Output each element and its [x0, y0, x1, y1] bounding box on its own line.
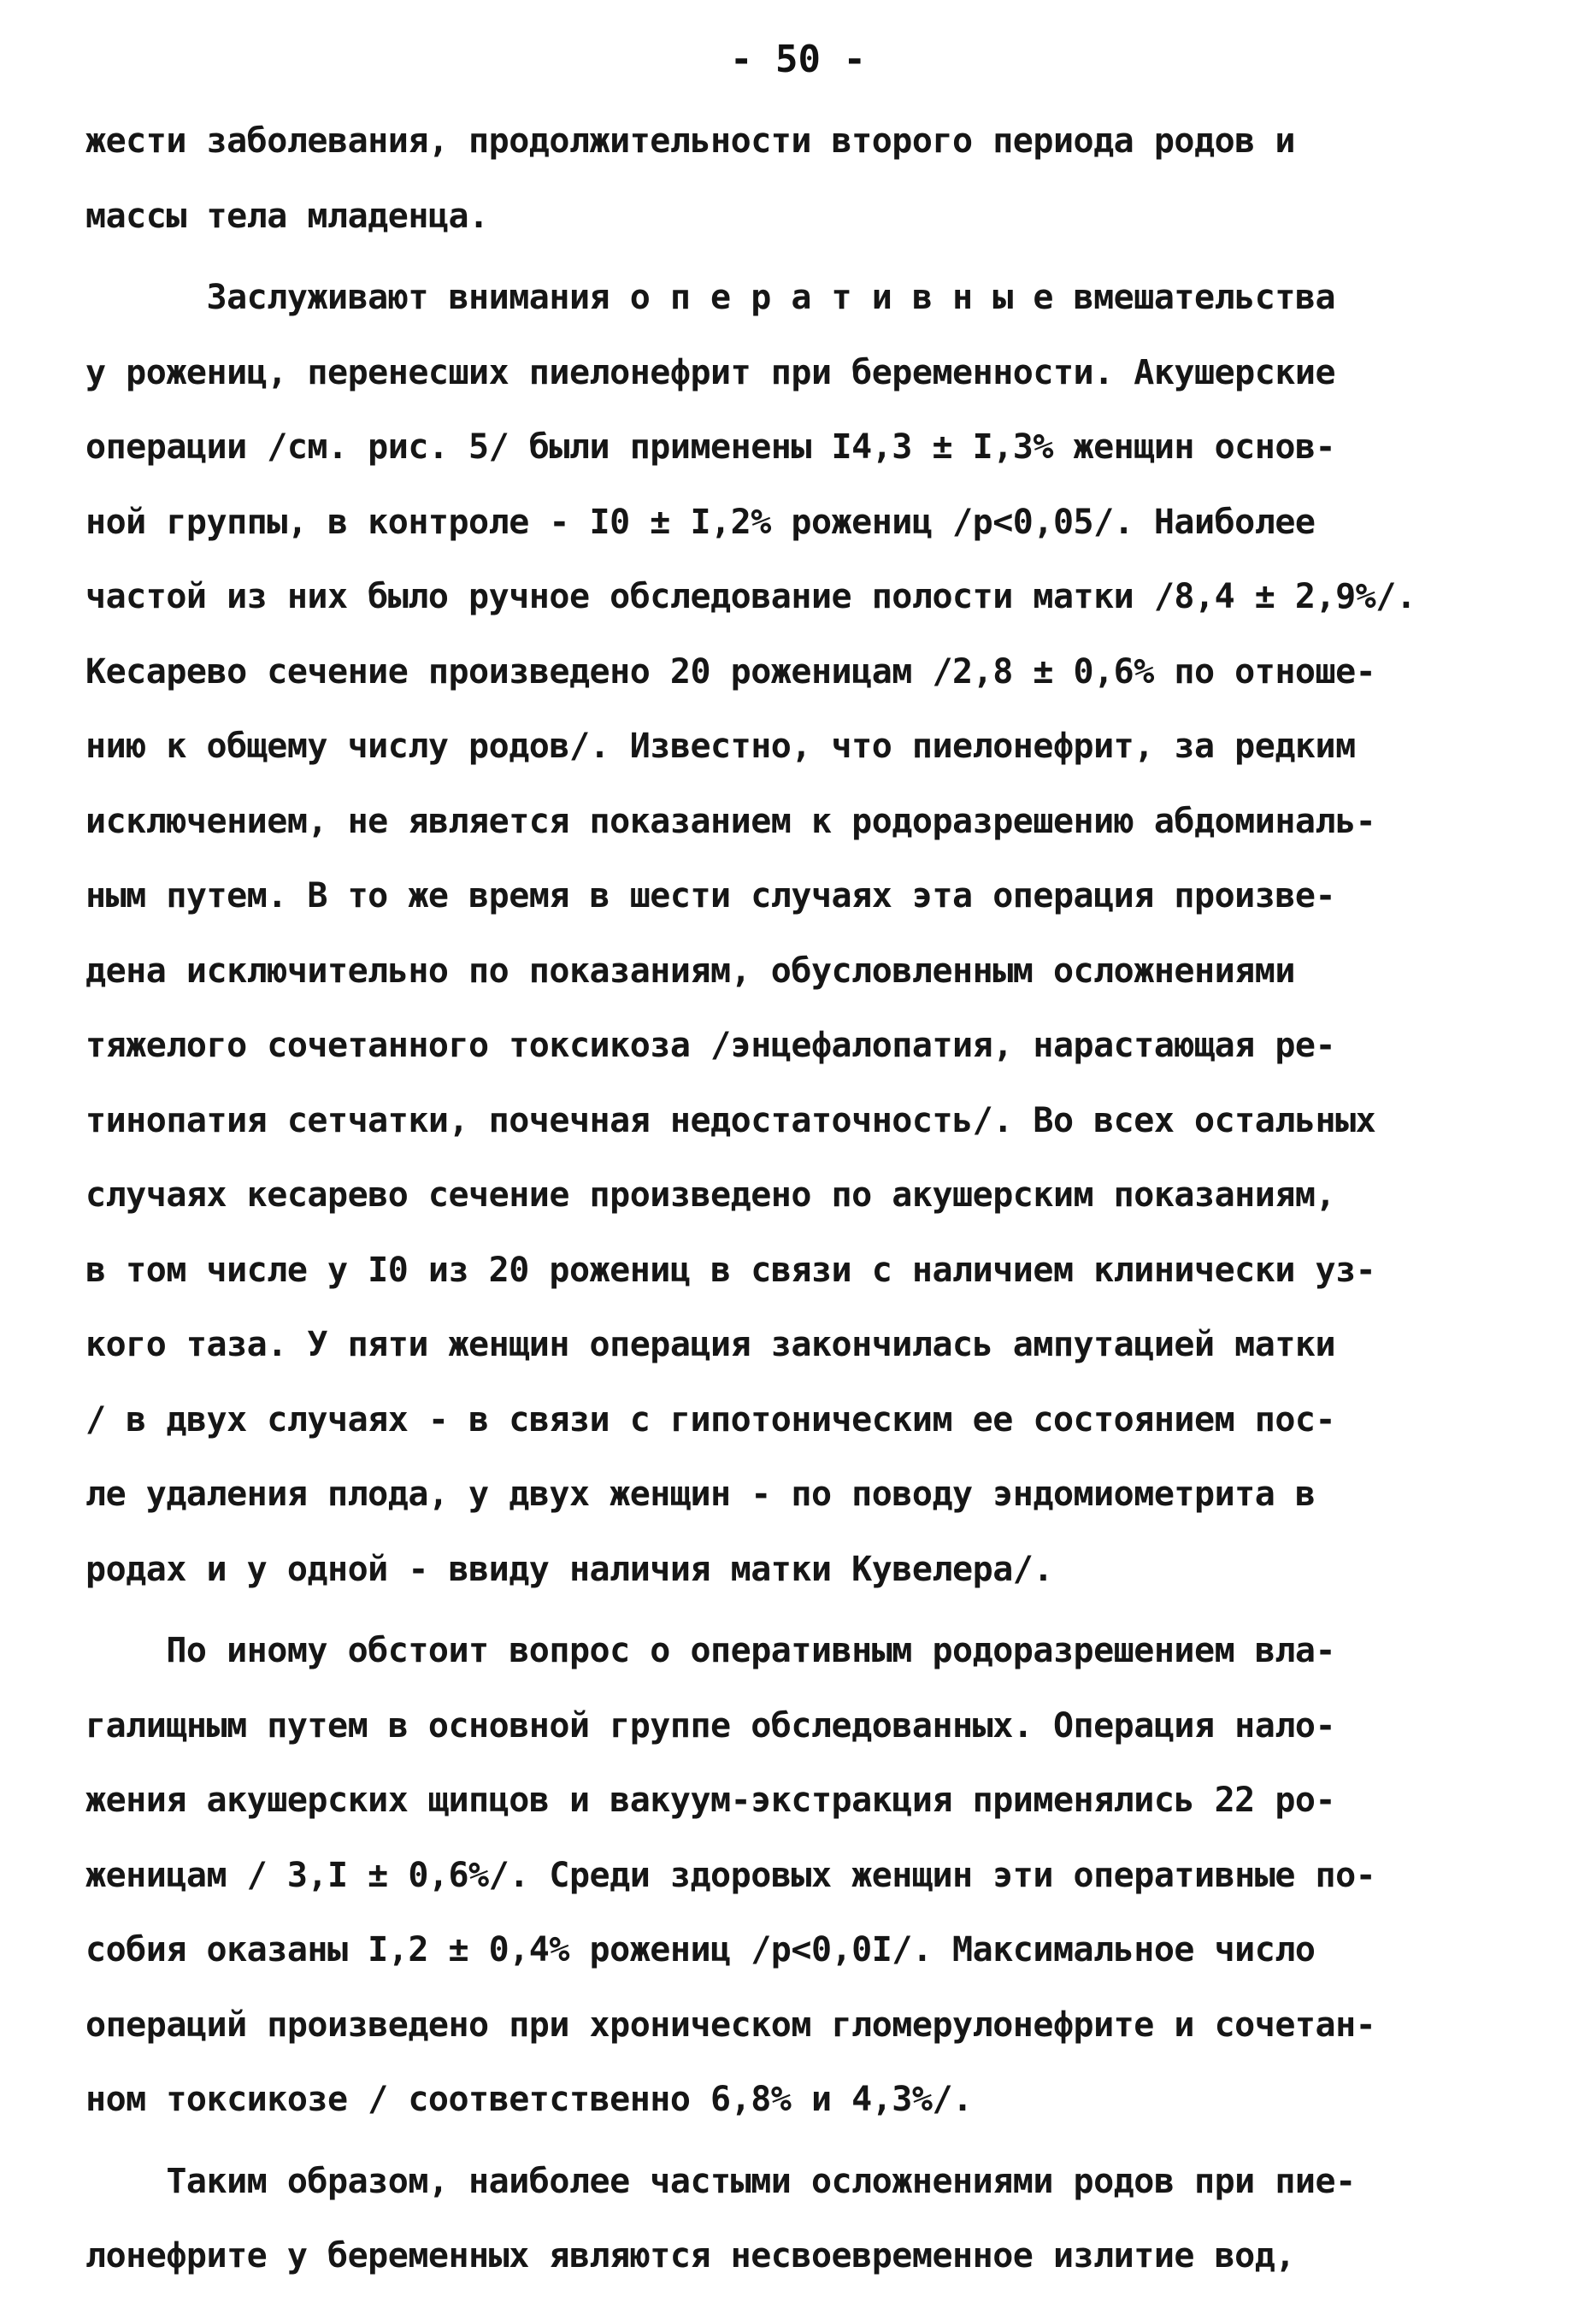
- text-line: женицам / 3,I ± 0,6%/. Среди здоровых женщин эти оперативные по-: [85, 1855, 1376, 1895]
- body-text: [85, 104, 1522, 2294]
- text-line: галищным путем в основной группе обследованных. Операция нало-: [85, 1705, 1336, 1746]
- text-line: нию к общему числу родов/. Известно, что пиелонефрит, за редким: [85, 727, 1356, 766]
- text-line: родах и у одной - ввиду наличия матки Кувелера/.: [85, 1549, 1053, 1589]
- text-line: Таким образом, наиболее частыми осложнениями родов при пие-: [85, 2161, 1356, 2201]
- text-line: жения акушерских щипцов и вакуум-экстракция применялись 22 ро-: [85, 1781, 1336, 1820]
- text-line: кого таза. У пяти женщин операция закончилась ампутацией матки: [85, 1325, 1336, 1364]
- text-line: ном токсикозе / соответственно 6,8% и 4,3%/.: [85, 2080, 973, 2119]
- text-line: собия оказаны I,2 ± 0,4% рожениц /р<0,0I/. Максимальное число: [85, 1930, 1316, 1969]
- text-line: Кесарево сечение произведено 20 роженицам /2,8 ± 0,6% по отноше-: [85, 651, 1376, 692]
- text-line: у рожениц, перенесших пиелонефрит при беременности. Акушерские: [85, 352, 1336, 392]
- text-line: исключением, не является показанием к родоразрешению абдоминаль-: [85, 801, 1376, 841]
- text-line: частой из них было ручное обследование полости матки /8,4 ± 2,9%/.: [85, 577, 1416, 616]
- text-line: массы тела младенца.: [85, 196, 489, 236]
- page-number: - 50 -: [730, 38, 866, 81]
- text-line: / в двух случаях - в связи с гипотоническим ее состоянием пос-: [85, 1399, 1336, 1440]
- paragraph-gap: [85, 2138, 1522, 2145]
- paragraph-gap: [85, 254, 1522, 261]
- text-line: тинопатия сетчатки, почечная недостаточность/. Во всех остальных: [85, 1100, 1376, 1140]
- text-line: случаях кесарево сечение произведено по акушерским показаниям,: [85, 1175, 1336, 1215]
- paragraph-gap: [85, 1607, 1522, 1614]
- text-line: жести заболевания, продолжительности второго периода родов и: [85, 121, 1295, 161]
- text-line: лонефрите у беременных являются несвоевременное излитие вод,: [85, 2236, 1295, 2276]
- text-line: в том числе у I0 из 20 рожениц в связи с наличием клинически уз-: [85, 1250, 1376, 1290]
- text-line: Заслуживают внимания о п е р а т и в н ы е вмешательства: [85, 278, 1336, 317]
- text-line: ле удаления плода, у двух женщин - по поводу эндомиометрита в: [85, 1475, 1316, 1514]
- text-line: операций произведено при хроническом гломерулонефрите и сочетан-: [85, 2005, 1376, 2045]
- text-line: операции /см. рис. 5/ были применены I4,3 ± I,3% женщин основ-: [85, 427, 1336, 467]
- text-line: тяжелого сочетанного токсикоза /энцефалопатия, нарастающая ре-: [85, 1026, 1336, 1065]
- text-line: По иному обстоит вопрос о оперативным родоразрешением вла-: [85, 1631, 1336, 1670]
- text-line: ной группы, в контроле - I0 ± I,2% рожениц /р<0,05/. Наиболее: [85, 502, 1316, 542]
- text-line: ным путем. В то же время в шести случаях эта операция произве-: [85, 876, 1336, 916]
- text-line: дена исключительно по показаниям, обусловленным осложнениями: [85, 951, 1295, 991]
